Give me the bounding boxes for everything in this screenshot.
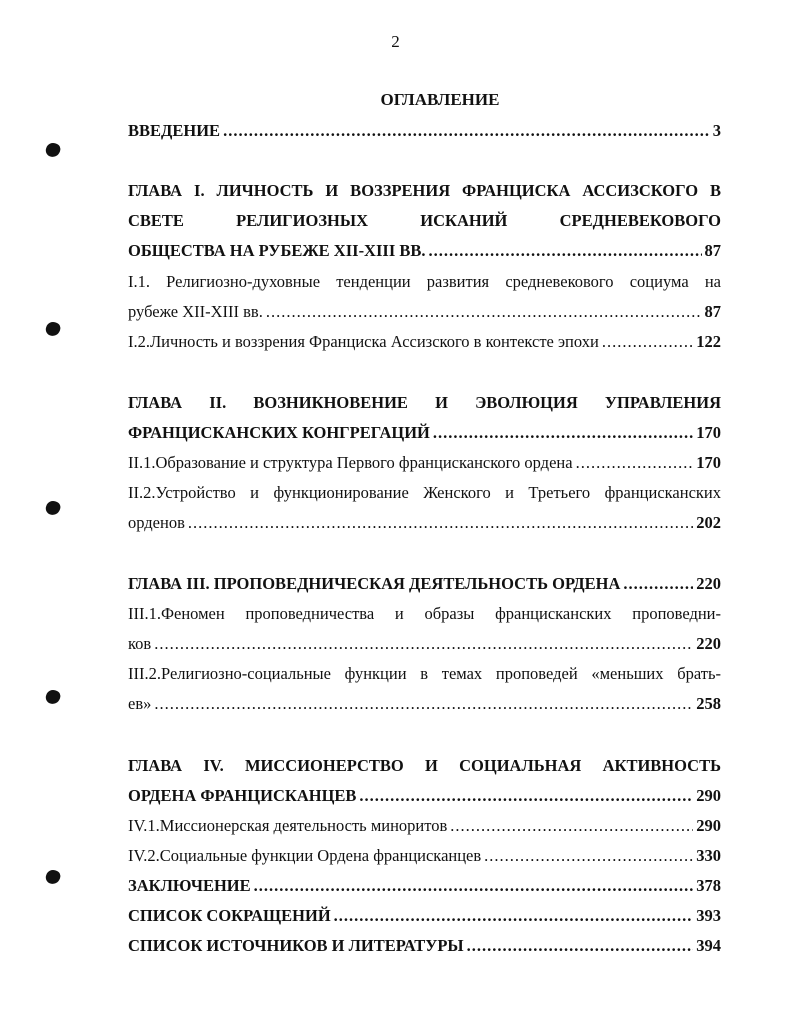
entry-label: ОБЩЕСТВА НА РУБЕЖЕ XII-XIII ВВ.: [128, 241, 426, 260]
entry-label: II.1.Образование и структура Первого францисканского ордена: [128, 453, 573, 472]
entry-page: 170: [696, 453, 721, 472]
entry-label: IV.2.Социальные функции Ордена францисканцев: [128, 846, 482, 865]
entry-label: ков: [128, 634, 152, 653]
leader-dots: [254, 875, 694, 897]
leader-dots: [576, 452, 694, 474]
entry-label: ЗАКЛЮЧЕНИЕ: [128, 876, 251, 895]
binding-mark: [44, 320, 62, 338]
entry-label: СПИСОК ИСТОЧНИКОВ И ЛИТЕРАТУРЫ: [128, 936, 464, 955]
binding-mark: [44, 688, 62, 706]
entry-label: ОРДЕНА ФРАНЦИСКАНЦЕВ: [128, 786, 357, 805]
entry-page: 290: [696, 816, 721, 835]
section-3-2-line-2: [128, 693, 721, 715]
toc-entry-sources: [128, 935, 721, 957]
entry-page: 258: [696, 694, 721, 713]
chapter-1-heading-line-1: ГЛАВА I. ЛИЧНОСТЬ И ВОЗЗРЕНИЯ ФРАНЦИСКА АССИЗСКОГО В: [128, 181, 721, 200]
leader-dots: [188, 512, 693, 534]
section-2-2-line-2: [128, 512, 721, 534]
toc-title: ОГЛАВЛЕНИЕ: [380, 90, 500, 109]
binding-mark: [44, 499, 62, 517]
leader-dots: [429, 240, 702, 262]
binding-mark: [44, 868, 62, 886]
section-2-2-line-1: II.2.Устройство и функционирование Женского и Третьего францисканских: [128, 483, 721, 502]
chapter-4-heading-line-1: ГЛАВА IV. МИССИОНЕРСТВО И СОЦИАЛЬНАЯ АКТИВНОСТЬ: [128, 756, 721, 775]
entry-label: СПИСОК СОКРАЩЕНИЙ: [128, 906, 331, 925]
section-4-2: [128, 845, 721, 867]
entry-page: 220: [696, 634, 721, 653]
entry-page: 87: [704, 302, 721, 321]
section-4-1: [128, 815, 721, 837]
chapter-2-heading-line-2: [128, 422, 721, 444]
binding-mark: [44, 141, 62, 159]
entry-page: 87: [704, 241, 721, 260]
section-3-1-line-1: III.1.Феномен проповедничества и образы францисканских проповедни-: [128, 604, 721, 623]
page-number: 2: [391, 32, 400, 51]
chapter-2-heading-line-1: ГЛАВА II. ВОЗНИКНОВЕНИЕ И ЭВОЛЮЦИЯ УПРАВЛЕНИЯ: [128, 393, 721, 412]
entry-label: орденов: [128, 513, 185, 532]
section-3-2-line-1: III.2.Религиозно-социальные функции в темах проповедей «меньших брать-: [128, 664, 721, 683]
section-2-1: [128, 452, 721, 474]
leader-dots: [266, 301, 702, 323]
toc-entry-intro: [128, 120, 721, 142]
entry-label: I.2.Личность и воззрения Франциска Ассизского в контексте эпохи: [128, 332, 599, 351]
toc-entry-abbreviations: [128, 905, 721, 927]
section-1-2: [128, 331, 721, 353]
leader-dots: [467, 935, 694, 957]
entry-page: 290: [696, 786, 721, 805]
leader-dots: [154, 633, 693, 655]
leader-dots: [623, 573, 693, 595]
leader-dots: [433, 422, 693, 444]
entry-label: IV.1.Миссионерская деятельность миноритов: [128, 816, 448, 835]
section-3-1-line-2: [128, 633, 721, 655]
leader-dots: [154, 693, 693, 715]
entry-page: 122: [696, 332, 721, 351]
leader-dots: [334, 905, 694, 927]
toc-entry-conclusion: [128, 875, 721, 897]
entry-label: ФРАНЦИСКАНСКИХ КОНГРЕГАЦИЙ: [128, 423, 430, 442]
entry-label: рубеже XII-XIII вв.: [128, 302, 263, 321]
leader-dots: [602, 331, 693, 353]
leader-dots: [484, 845, 693, 867]
entry-page: 393: [696, 906, 721, 925]
entry-page: 394: [696, 936, 721, 955]
leader-dots: [223, 120, 710, 142]
leader-dots: [450, 815, 693, 837]
chapter-1-heading-line-3: [128, 240, 721, 262]
entry-page: 330: [696, 846, 721, 865]
entry-page: 170: [696, 423, 721, 442]
entry-label: ев»: [128, 694, 152, 713]
section-1-1-line-1: I.1. Религиозно-духовные тенденции развития средневекового социума на: [128, 272, 721, 291]
leader-dots: [359, 785, 693, 807]
chapter-4-heading-line-2: [128, 785, 721, 807]
chapter-3-heading: [128, 573, 721, 595]
entry-page: 202: [696, 513, 721, 532]
entry-page: 378: [696, 876, 721, 895]
entry-label: ВВЕДЕНИЕ: [128, 121, 221, 140]
section-1-1-line-2: [128, 301, 721, 323]
entry-label: ГЛАВА III. ПРОПОВЕДНИЧЕСКАЯ ДЕЯТЕЛЬНОСТЬ ОРДЕНА: [128, 574, 621, 593]
entry-page: 3: [712, 121, 721, 140]
chapter-1-heading-line-2: СВЕТЕ РЕЛИГИОЗНЫХ ИСКАНИЙ СРЕДНЕВЕКОВОГО: [128, 211, 721, 230]
entry-page: 220: [696, 574, 721, 593]
